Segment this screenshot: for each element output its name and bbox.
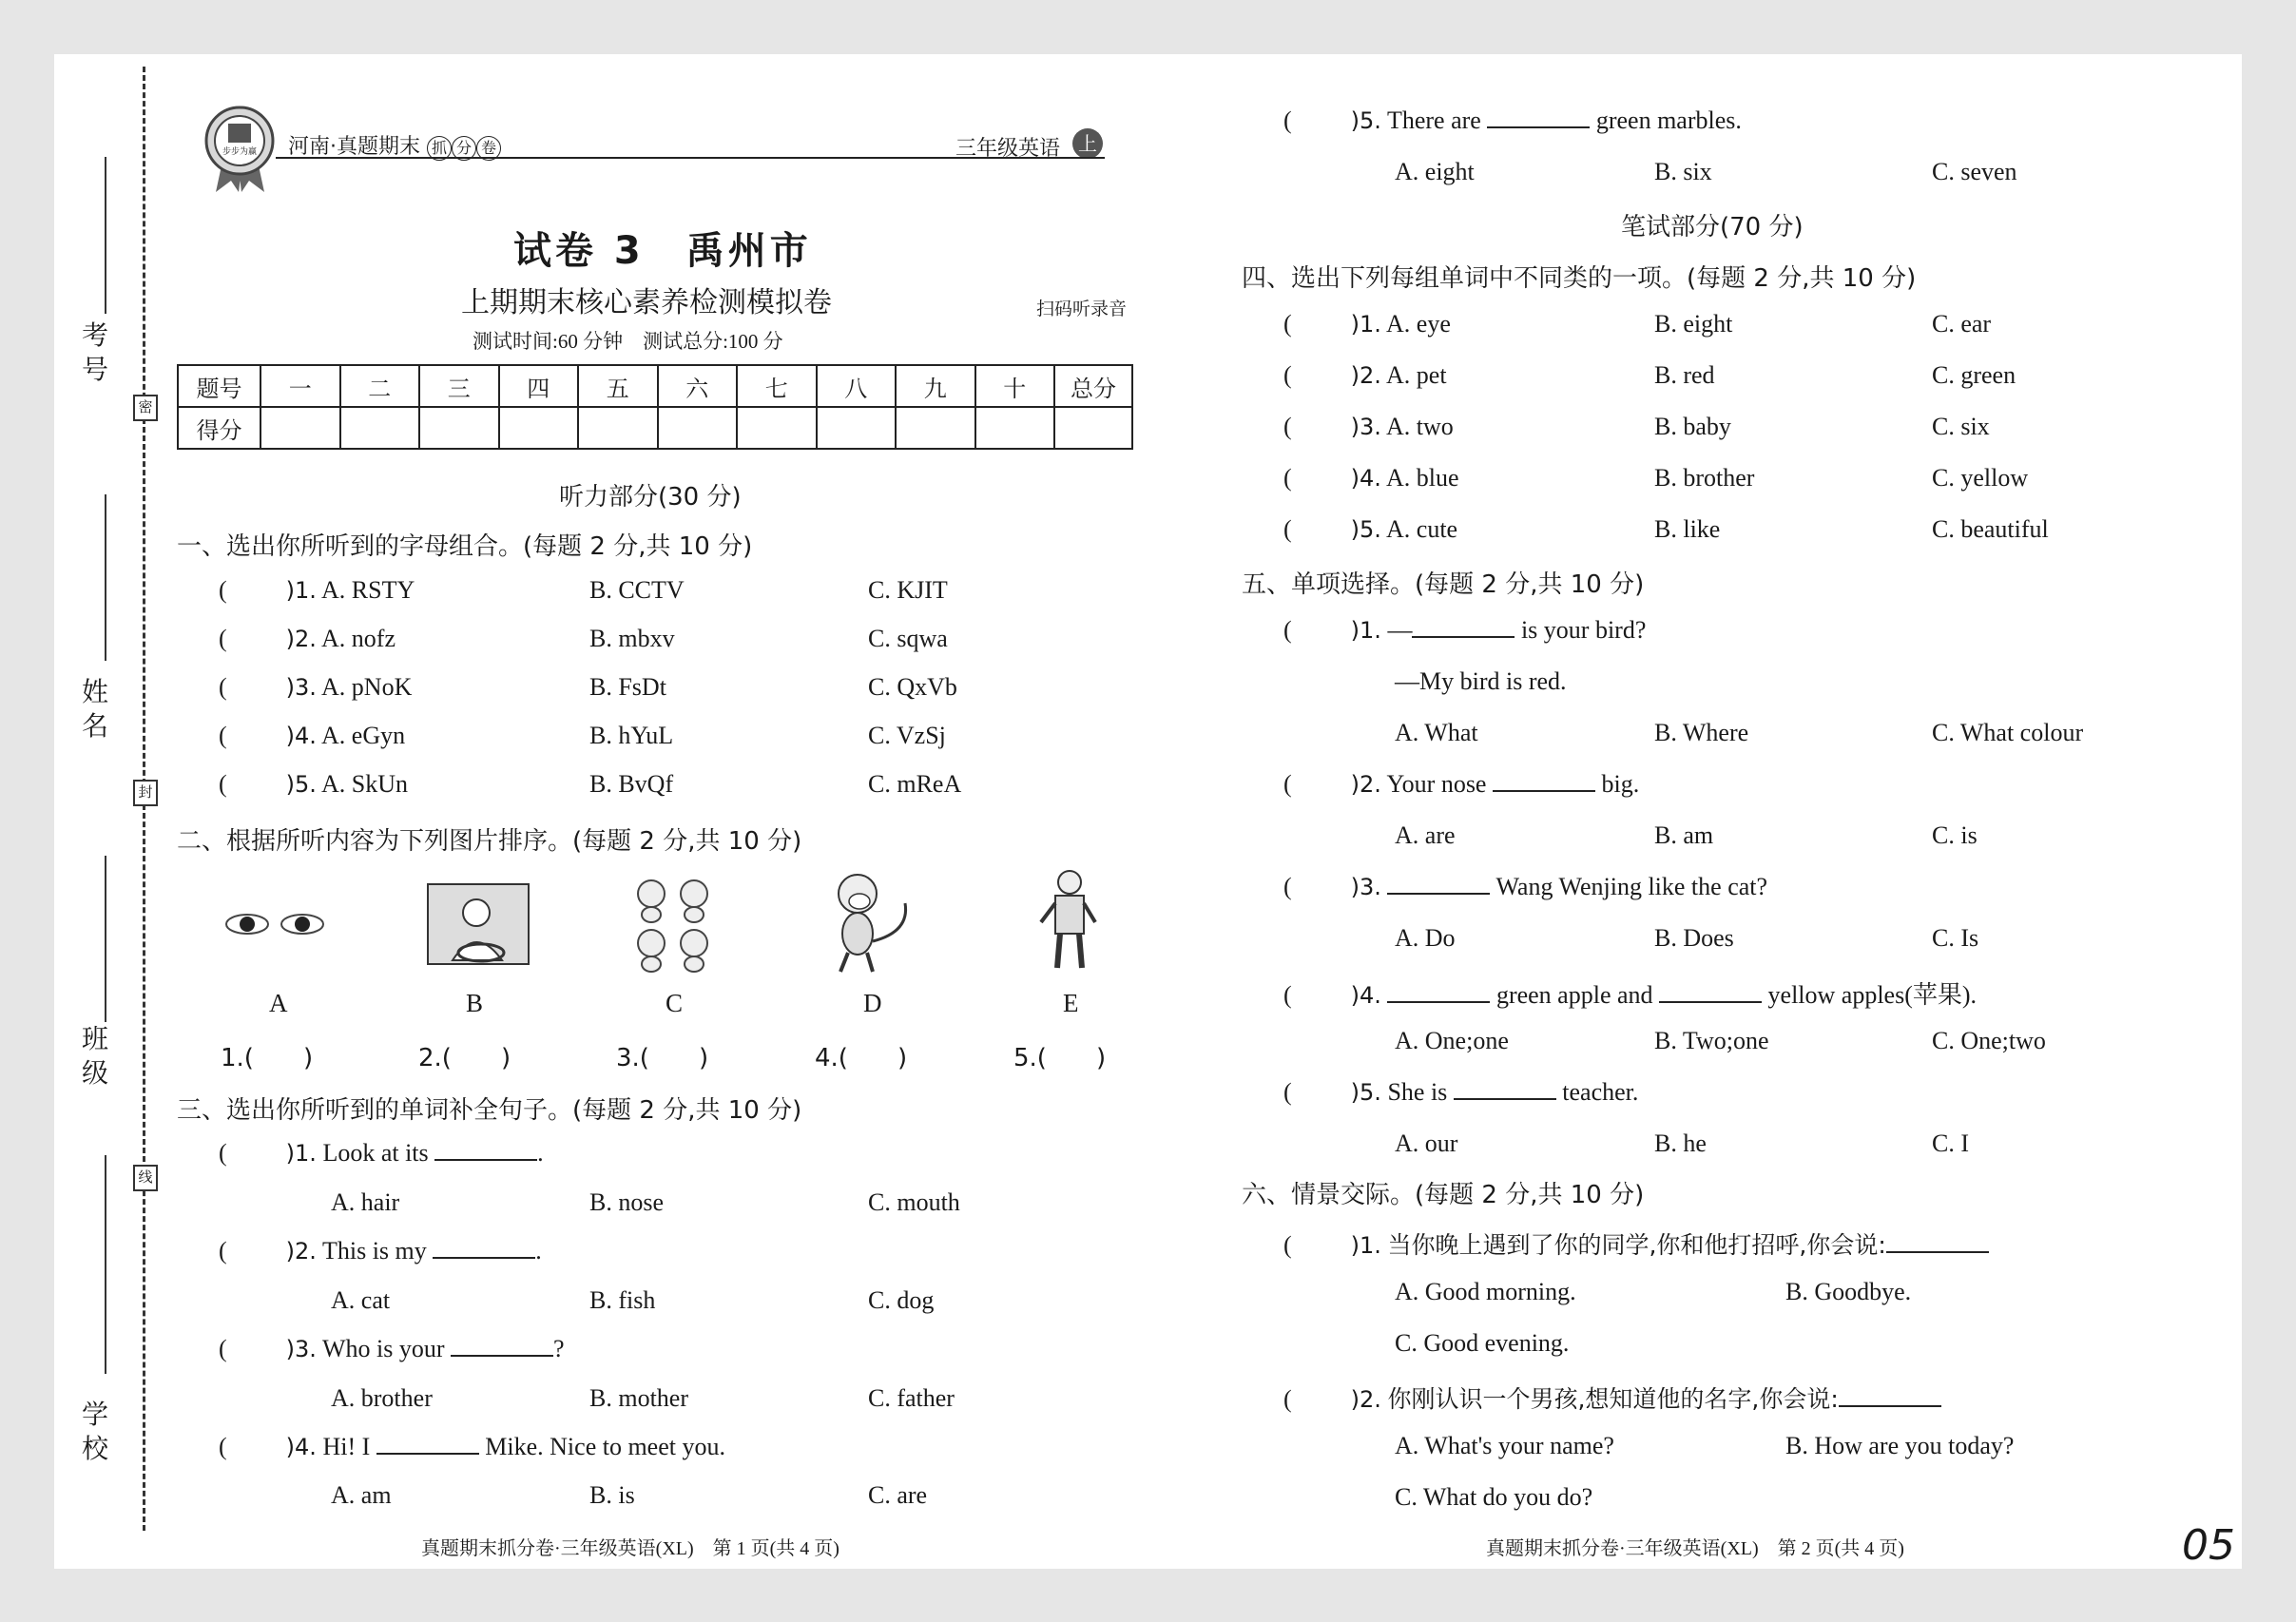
option-a: A. Do [1395, 924, 1456, 952]
fill-line [105, 157, 106, 314]
seal-char: 封 [133, 780, 158, 806]
label-name: 姓名 [81, 676, 108, 742]
answer-slot[interactable]: 1.( ) [221, 1044, 314, 1072]
option-c: C. What colour [1932, 719, 2084, 746]
seal-char: 密 [133, 395, 158, 421]
answer-slot[interactable]: 2.( ) [418, 1044, 511, 1072]
footer-right: 真题期末抓分卷·三年级英语(XL) 第 2 页(共 4 页) [1486, 1538, 1904, 1559]
written-heading: 笔试部分(70 分) [1621, 213, 1804, 241]
picture-label: B [466, 989, 484, 1017]
score-cell[interactable] [340, 407, 420, 449]
table-cell: 题号 [178, 365, 260, 407]
option-a: A. cat [331, 1286, 391, 1314]
option-b: B. mbxv [589, 625, 675, 652]
table-cell: 九 [896, 365, 975, 407]
option-a: A. are [1395, 821, 1456, 849]
option-c: C. six [1932, 413, 1990, 440]
boy-icon [1017, 865, 1112, 979]
score-cell[interactable] [658, 407, 738, 449]
option-c: C. ear [1932, 310, 1992, 338]
score-cell[interactable] [817, 407, 897, 449]
option-c: C. yellow [1932, 464, 2029, 492]
table-cell: 得分 [178, 407, 260, 449]
option-b: B. he [1654, 1130, 1707, 1157]
answer-blank[interactable] [1659, 984, 1762, 1003]
answer-blank[interactable] [451, 1338, 553, 1357]
header-rule [276, 157, 1105, 159]
question-row: ( )4. Hi! I Mike. Nice to meet you. [219, 1433, 725, 1460]
listening-heading: 听力部分(30 分) [559, 483, 742, 512]
score-cell[interactable] [499, 407, 579, 449]
option-b: B. am [1654, 821, 1714, 849]
answer-blank[interactable] [434, 1142, 537, 1161]
option-b: B. Does [1654, 924, 1734, 952]
answer-blank[interactable] [1387, 984, 1490, 1003]
answer-blank[interactable] [1387, 876, 1490, 895]
answer-slot[interactable]: 4.( ) [815, 1044, 908, 1072]
option-a: A. Good morning. [1395, 1278, 1576, 1305]
answer-blank[interactable] [1839, 1388, 1941, 1407]
picture-label: A [269, 989, 288, 1017]
answer-blank[interactable] [1454, 1081, 1556, 1100]
question-row: ( )2. A. pet [1283, 361, 1447, 389]
option-c: C. mouth [868, 1188, 960, 1216]
table-cell: 一 [260, 365, 340, 407]
option-b: B. red [1654, 361, 1715, 389]
answer-blank[interactable] [1886, 1234, 1989, 1253]
option-c: C. green [1932, 361, 2016, 389]
option-a: A. eight [1395, 158, 1475, 185]
question-row: ( )1. 当你晚上遇到了你的同学,你和他打招呼,你会说: [1283, 1226, 1989, 1261]
question-row: ( )3. Who is your ? [219, 1335, 565, 1362]
option-c: C. Good evening. [1395, 1329, 1570, 1357]
section-3-title: 三、选出你所听到的单词补全句子。(每题 2 分,共 10 分) [177, 1096, 802, 1125]
answer-slot[interactable]: 5.( ) [1013, 1044, 1107, 1072]
svg-text:步步为赢: 步步为赢 [222, 147, 258, 157]
circled-char: 抓 [427, 136, 452, 161]
table-cell: 总分 [1054, 365, 1132, 407]
option-a: A. am [331, 1481, 392, 1509]
option-b: B. Goodbye. [1785, 1278, 1912, 1305]
option-c: C. QxVb [868, 673, 957, 701]
question-row: ( )5. A. SkUn [219, 770, 409, 798]
option-a: A. our [1395, 1130, 1458, 1157]
picture-label: C [666, 989, 684, 1017]
option-b: B. Where [1654, 719, 1749, 746]
question-row: ( )1. A. RSTY [219, 576, 415, 604]
table-cell: 十 [975, 365, 1055, 407]
option-c: C. Is [1932, 924, 1979, 952]
option-b: B. Two;one [1654, 1027, 1769, 1054]
score-cell[interactable] [578, 407, 658, 449]
paper-subtitle: 上期期末核心素养检测模拟卷 [461, 286, 832, 319]
circled-char: 卷 [476, 136, 501, 161]
section-5-title: 五、单项选择。(每题 2 分,共 10 分) [1242, 570, 1645, 599]
table-cell: 六 [658, 365, 738, 407]
score-cell[interactable] [975, 407, 1055, 449]
option-c: C. dog [868, 1286, 935, 1314]
option-c: C. KJIT [868, 576, 948, 604]
option-c: C. beautiful [1932, 515, 2049, 543]
option-b: B. fish [589, 1286, 656, 1314]
option-c: C. What do you do? [1395, 1483, 1593, 1511]
option-a: A. What's your name? [1395, 1432, 1614, 1459]
fill-line [105, 856, 106, 1022]
score-table [177, 364, 1133, 450]
option-c: C. father [868, 1384, 955, 1412]
question-row: ( )2. A. nofz [219, 625, 396, 652]
answer-blank[interactable] [1493, 773, 1595, 792]
label-school: 学校 [81, 1399, 108, 1464]
question-row: ( )5. She is teacher. [1283, 1078, 1639, 1106]
circled-char: 分 [452, 136, 476, 161]
score-cell[interactable] [1054, 407, 1132, 449]
option-b: B. eight [1654, 310, 1733, 338]
question-row: ( )2. Your nose big. [1283, 770, 1640, 798]
answer-slot[interactable]: 3.( ) [616, 1044, 709, 1072]
option-c: C. One;two [1932, 1027, 2046, 1054]
question-row: ( )2. This is my . [219, 1237, 542, 1265]
question-row: ( )3. A. two [1283, 413, 1454, 440]
answer-blank[interactable] [433, 1240, 535, 1259]
section-2-title: 二、根据所听内容为下列图片排序。(每题 2 分,共 10 分) [177, 827, 802, 856]
score-cell[interactable] [737, 407, 817, 449]
option-c: C. mReA [868, 770, 962, 798]
monkey-icon [820, 865, 924, 979]
question-row: ( )5. A. cute [1283, 515, 1458, 543]
table-cell: 二 [340, 365, 420, 407]
grade-label: 三年级英语 [955, 137, 1061, 161]
option-b: B. brother [1654, 464, 1755, 492]
cats-icon [623, 865, 727, 979]
table-cell: 三 [419, 365, 499, 407]
option-b: B. six [1654, 158, 1712, 185]
question-row: ( )4. green apple and yellow apples(苹果). [1283, 981, 1978, 1009]
question-row: ( )4. A. blue [1283, 464, 1459, 492]
question-row: ( )3. A. pNoK [219, 673, 413, 701]
question-row: ( )5. There are green marbles. [1283, 106, 1742, 134]
paper-title: 试卷 3 禹州市 [513, 229, 812, 273]
picture-label: E [1063, 989, 1079, 1017]
score-cell[interactable] [419, 407, 499, 449]
option-b: B. hYuL [589, 722, 674, 749]
fill-line [105, 1155, 106, 1374]
option-c: C. VzSj [868, 722, 946, 749]
option-b: B. is [589, 1481, 635, 1509]
question-row: ( )3. Wang Wenjing like the cat? [1283, 873, 1768, 900]
section-1-title: 一、选出你所听到的字母组合。(每题 2 分,共 10 分) [177, 532, 753, 561]
score-table-header-row [178, 365, 1132, 407]
answer-blank[interactable] [1487, 109, 1590, 128]
option-c: C. are [868, 1481, 928, 1509]
option-c: C. is [1932, 821, 1978, 849]
option-b: B. baby [1654, 413, 1731, 440]
section-4-title: 四、选出下列每组单词中不同类的一项。(每题 2 分,共 10 分) [1242, 264, 1917, 293]
option-b: B. FsDt [589, 673, 666, 701]
option-c: C. sqwa [868, 625, 948, 652]
page-number: 05 [2182, 1521, 2235, 1570]
option-a: A. hair [331, 1188, 400, 1216]
table-cell: 四 [499, 365, 579, 407]
answer-blank[interactable] [1412, 619, 1515, 638]
reply-line: —My bird is red. [1395, 667, 1567, 695]
option-b: B. BvQf [589, 770, 674, 798]
scan-note: 扫码听录音 [1036, 299, 1128, 319]
score-cell[interactable] [260, 407, 340, 449]
option-c: C. I [1932, 1130, 1969, 1157]
label-class: 班级 [81, 1023, 108, 1089]
picture-label: D [863, 989, 882, 1017]
score-table-score-row [178, 407, 1132, 449]
question-row: ( )1. — is your bird? [1283, 616, 1647, 644]
option-b: B. CCTV [589, 576, 685, 604]
option-c: C. seven [1932, 158, 2017, 185]
medal-logo-icon [204, 105, 276, 195]
option-b: B. like [1654, 515, 1721, 543]
option-a: A. What [1395, 719, 1478, 746]
answer-blank[interactable] [376, 1436, 479, 1455]
question-row: ( )2. 你刚认识一个男孩,想知道他的名字,你会说: [1283, 1381, 1941, 1415]
fill-line [105, 494, 106, 661]
question-row: ( )1. Look at its . [219, 1139, 544, 1167]
option-a: A. brother [331, 1384, 433, 1412]
series-name: 河南·真题期末 抓 分 卷 [288, 130, 501, 161]
option-b: B. How are you today? [1785, 1432, 2015, 1459]
question-row: ( )4. A. eGyn [219, 722, 406, 749]
footer-left: 真题期末抓分卷·三年级英语(XL) 第 1 页(共 4 页) [421, 1538, 839, 1559]
option-a: A. One;one [1395, 1027, 1509, 1054]
eyes-icon [221, 865, 325, 979]
term-badge: 上 [1072, 128, 1103, 159]
driver-icon [424, 865, 533, 979]
section-6-title: 六、情景交际。(每题 2 分,共 10 分) [1242, 1181, 1645, 1209]
test-info: 测试时间:60 分钟 测试总分:100 分 [473, 330, 783, 353]
option-b: B. nose [589, 1188, 664, 1216]
option-b: B. mother [589, 1384, 688, 1412]
question-row: ( )1. A. eye [1283, 310, 1451, 338]
table-cell: 七 [737, 365, 817, 407]
score-cell[interactable] [896, 407, 975, 449]
table-cell: 八 [817, 365, 897, 407]
label-exam-number: 考号 [81, 319, 108, 385]
seal-char: 线 [133, 1165, 158, 1191]
table-cell: 五 [578, 365, 658, 407]
